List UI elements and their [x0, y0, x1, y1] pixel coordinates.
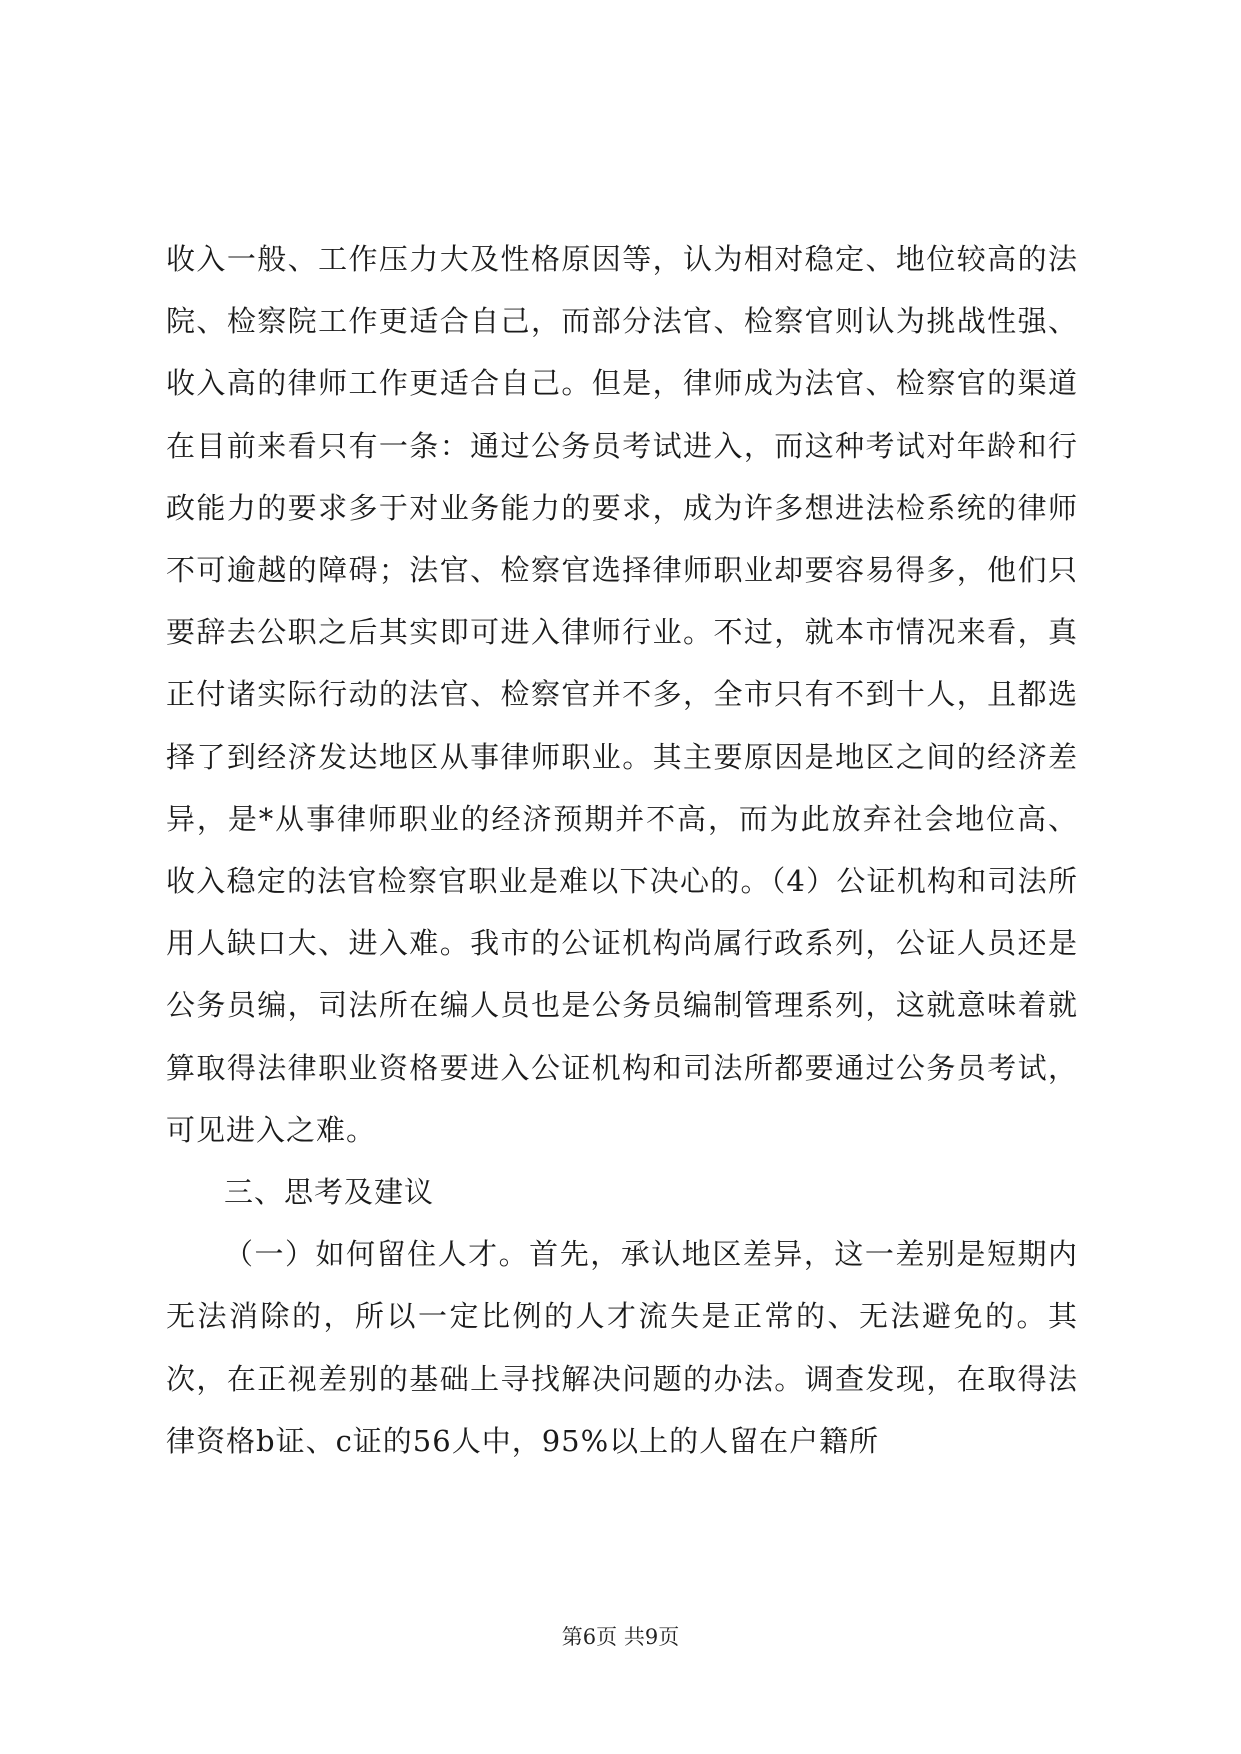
body-paragraph-1: 收入一般、工作压力大及性格原因等，认为相对稳定、地位较高的法院、检察院工作更适合自己，而部分法官、检察官则认为挑战性强、收入高的律师工作更适合自己。但是，律师成为法官、检察官的渠道在目前来看只有一条：通过公务员考试进入，而这种考试对年龄和行政能力的要求多于对业务能力的要求，成为许多想进法检系统的律师不可逾越的障碍；法官、检察官选择律师职业却要容易得多，他们只要辞去公职之后其实即可进入律师行业。不过，就本市情况来看，真正付诸实际行动的法官、检察官并不多，全市只有不到十人，且都选择了到经济发达地区从事律师职业。其主要原因是地区之间的经济差异，是*从事律师职业的经济预期并不高，而为此放弃社会地位高、收入稳定的法官检察官职业是难以下决心的。（4）公证机构和司法所用人缺口大、进入难。我市的公证机构尚属行政系列，公证人员还是公务员编，司法所在编人员也是公务员编制管理系列，这就意味着就算取得法律职业资格要进入公证机构和司法所都要通过公务员考试，可见进入之难。: [166, 242, 1078, 1147]
body-paragraph-2: （一）如何留住人才。首先，承认地区差异，这一差别是短期内无法消除的，所以一定比例的人才流失是正常的、无法避免的。其次，在正视差别的基础上寻找解决问题的办法。调查发现，在取得法律资格b证、c证的56人中，95%以上的人留在户籍所: [166, 1237, 1078, 1458]
section-heading: 三、思考及建议: [224, 1175, 435, 1210]
page-number-label: 第6页 共9页: [561, 1625, 680, 1649]
document-body: [166, 228, 1078, 1472]
page-footer: [0, 1622, 1241, 1652]
